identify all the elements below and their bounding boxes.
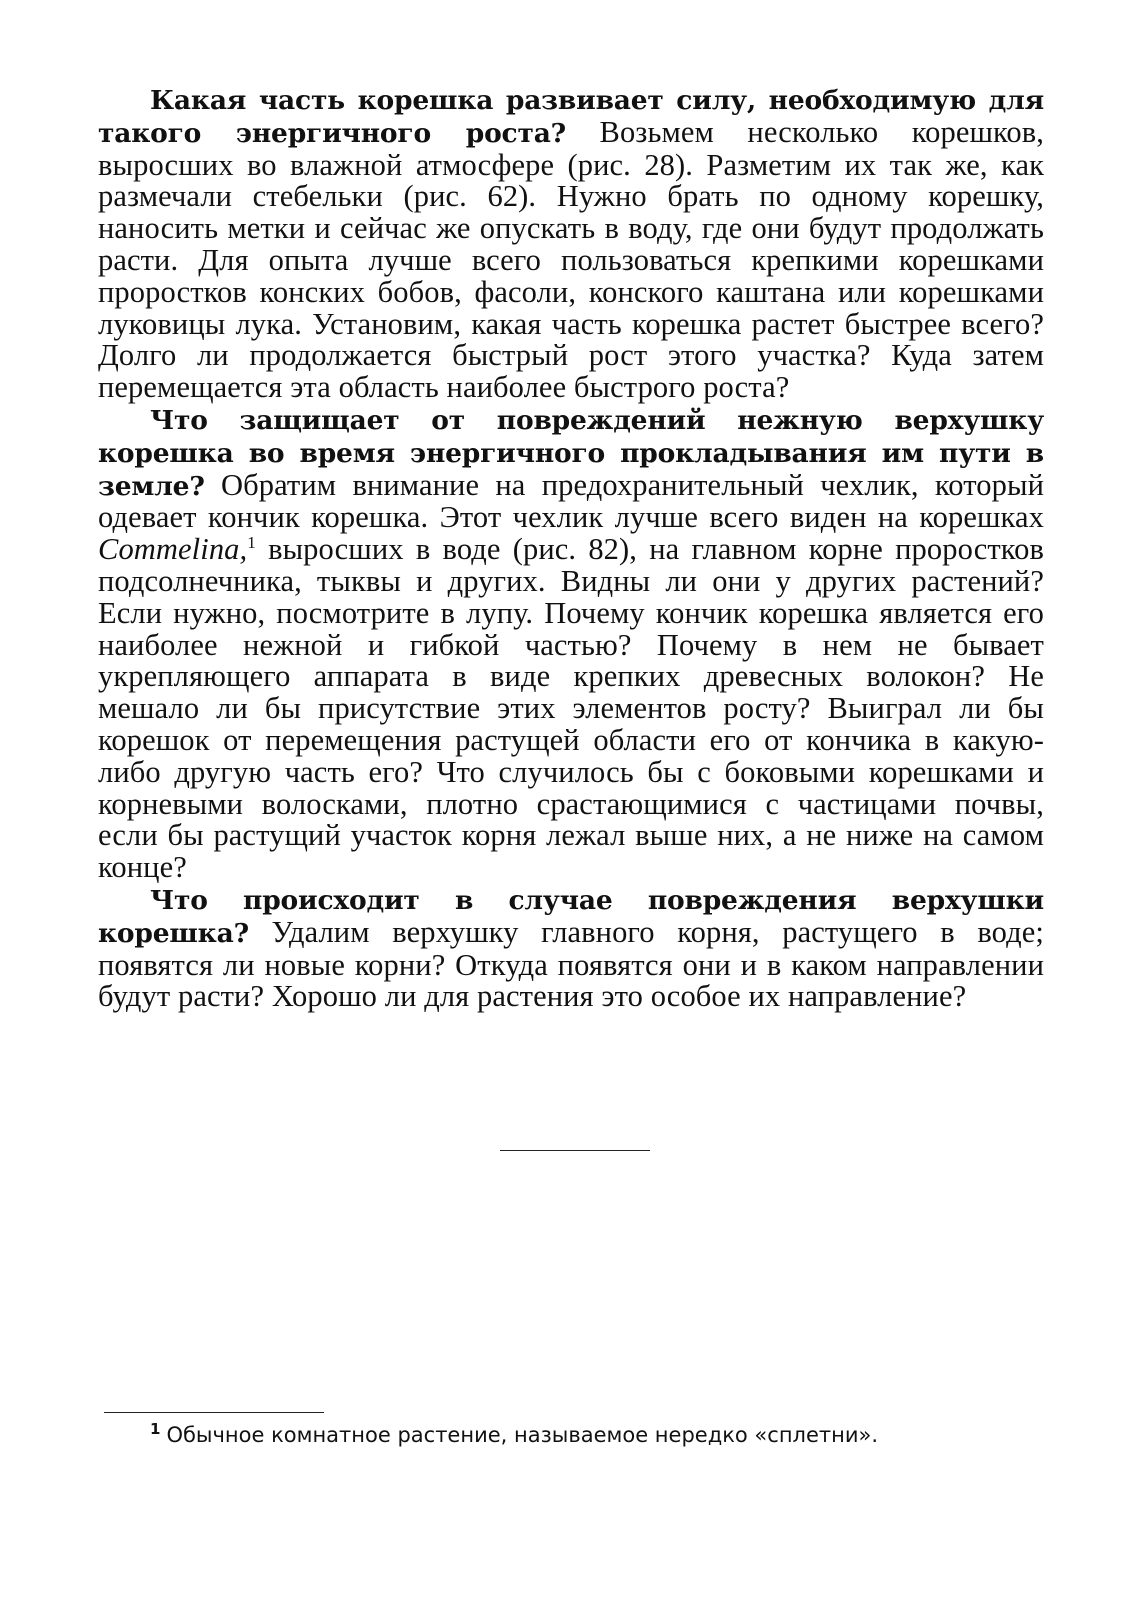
paragraph-root-cap-protection [98, 404, 1044, 884]
paragraph-text: Обратим внимание на предохранительный чехлик, который одевает кончик корешка. Этот чехлик лучше всего виден на корешках [98, 467, 1044, 535]
question-heading: Что защищает от повреждений нежную верхушку корешка во время энергичного прокладывания им пути в земле? [98, 404, 1044, 502]
question-heading: Какая часть корешка развивает силу, необходимую для такого энергичного роста? [98, 85, 1044, 149]
paragraph-text: Удалим верхушку главного корня, растущего в воде; появятся ли новые корни? Откуда появятся они и в каком направлении будут расти? Хорошо ли для растения это особое их направление? [98, 914, 1044, 1014]
question-heading: Что происходит в случае повреждения верхушки корешка? [98, 884, 1044, 949]
footnote [150, 1420, 1030, 1450]
footnote-text: Обычное комнатное растение, называемое нередко «сплетни». [166, 1423, 879, 1447]
footnote-separator [104, 1412, 324, 1413]
paragraph-text: выросших в воде (рис. 82), на главном корне проростков подсолнечника, тыквы и других. Видны ли они у других растений? Если нужно, посмотрите в лупу. Почему кончик корешка является его наиболее нежной и гибкой частью? Почему в нем не бывает укрепляющего аппарата в виде крепких древесных волокон? Не мешало ли бы присутствие этих элементов росту? Выиграл ли бы корешок от перемещения растущей области его от кончика в какую-либо другую часть его? Что случилось бы с боковыми корешками и корневыми волосками, плотно срастающимися с частицами почвы, если бы растущий участок корня лежал выше них, а не ниже на самом конце? [98, 532, 1044, 885]
footnote-mark: 1 [150, 1420, 161, 1438]
italic-latin-term: Commelina, [98, 532, 248, 567]
body-text [98, 84, 1044, 1013]
paragraph-root-tip-damage [98, 884, 1044, 1013]
section-end-rule [500, 1150, 650, 1151]
paragraph-text: Возьмем несколько корешков, выросших во влажной атмосфере (рис. 28). Разметим их так же, как размечали стебельки (рис. 62). Нужно брать по одному корешку, наносить метки и сейчас же опускать в воду, где они будут продолжать расти. Для опыта лучше всего пользоваться крепкими корешками проростков конских бобов, фасоли, конского каштана или корешками луковицы лука. Установим, какая часть корешка растет быстрее всего? Долго ли продолжается быстрый рост этого участка? Куда затем перемещается эта область наиболее быстрого роста? [98, 114, 1044, 405]
paragraph-root-growth-force [98, 84, 1044, 404]
footnote-reference: 1 [247, 533, 256, 552]
